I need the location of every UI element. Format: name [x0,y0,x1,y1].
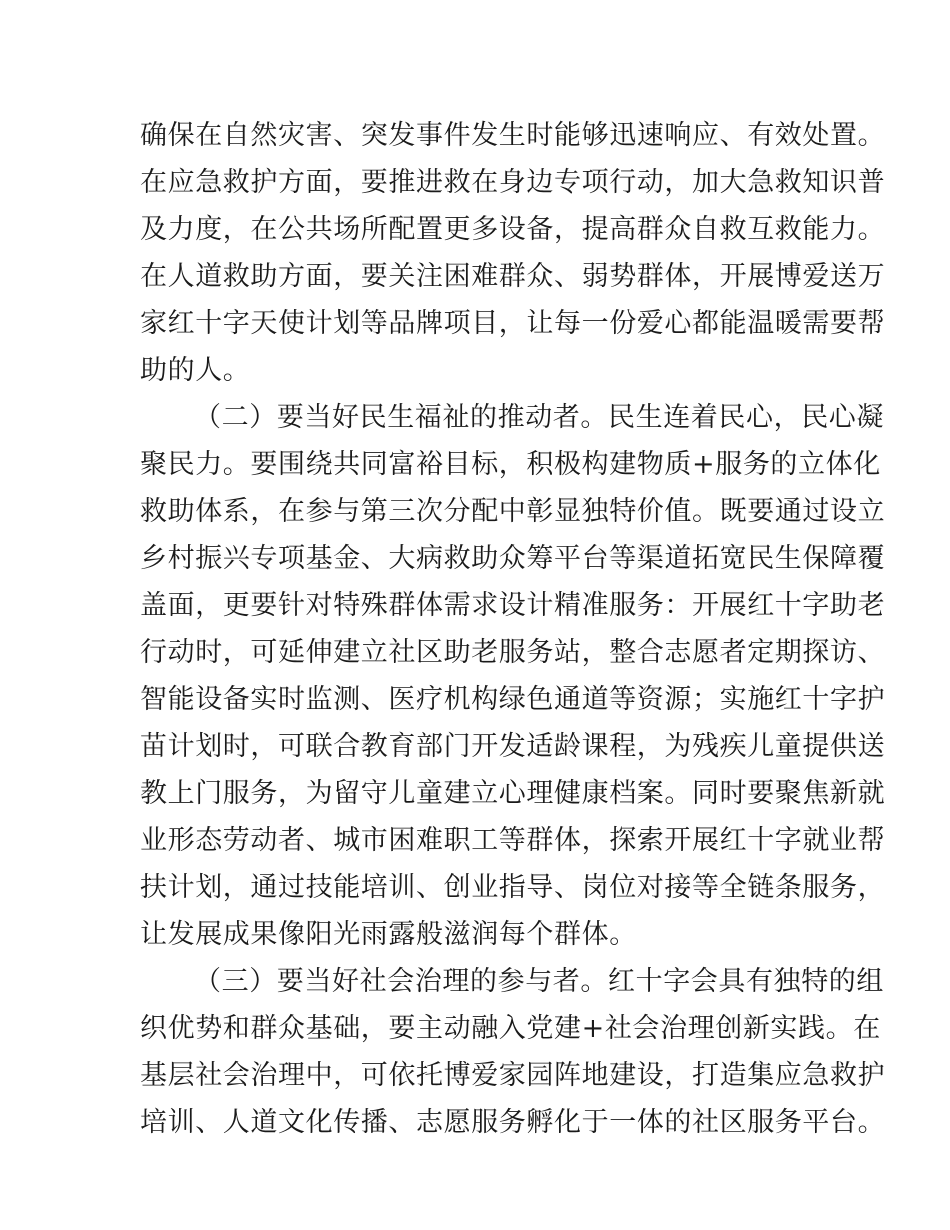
text-line: 聚民力。要围绕共同富裕目标，积极构建物质+服务的立体化 [140,449,881,480]
text-line: 助的人。 [140,355,251,386]
text-line: 智能设备实时监测、医疗机构绿色通道等资源；实施红十字护 [140,684,886,715]
text-line: 扶计划，通过技能培训、创业指导、岗位对接等全链条服务， [140,872,886,903]
text-line: 救助体系，在参与第三次分配中彰显独特价值。既要通过设立 [140,496,886,527]
text-line: 乡村振兴专项基金、大病救助众筹平台等渠道拓宽民生保障覆 [140,543,886,574]
text-line: 家红十字天使计划等品牌项目，让每一份爱心都能温暖需要帮 [140,308,886,339]
paragraph-heading-line: （三）要当好社会治理的参与者。红十字会具有独特的组 [194,966,884,997]
text-line: 行动时，可延伸建立社区助老服务站，整合志愿者定期探访、 [140,637,886,668]
text-line: 织优势和群众基础，要主动融入党建+社会治理创新实践。在 [140,1013,881,1044]
text-line: 教上门服务，为留守儿童建立心理健康档案。同时要聚焦新就 [140,778,886,809]
text-line: 确保在自然灾害、突发事件发生时能够迅速响应、有效处置。 [140,120,886,151]
text-line: 业形态劳动者、城市困难职工等群体，探索开展红十字就业帮 [140,825,886,856]
text-line: 及力度，在公共场所配置更多设备，提高群众自救互救能力。 [140,214,886,245]
text-line: 培训、人道文化传播、志愿服务孵化于一体的社区服务平台。 [140,1107,886,1138]
text-line: 苗计划时，可联合教育部门开发适龄课程，为残疾儿童提供送 [140,731,886,762]
text-line: 在应急救护方面，要推进救在身边专项行动，加大急救知识普 [140,167,886,198]
text-line: 盖面，更要针对特殊群体需求设计精准服务：开展红十字助老 [140,590,886,621]
paragraph-heading-line: （二）要当好民生福祉的推动者。民生连着民心，民心凝 [194,402,884,433]
text-line: 在人道救助方面，要关注困难群众、弱势群体，开展博爱送万 [140,261,886,292]
text-line: 让发展成果像阳光雨露般滋润每个群体。 [140,919,637,950]
text-line: 基层社会治理中，可依托博爱家园阵地建设，打造集应急救护 [140,1060,886,1091]
